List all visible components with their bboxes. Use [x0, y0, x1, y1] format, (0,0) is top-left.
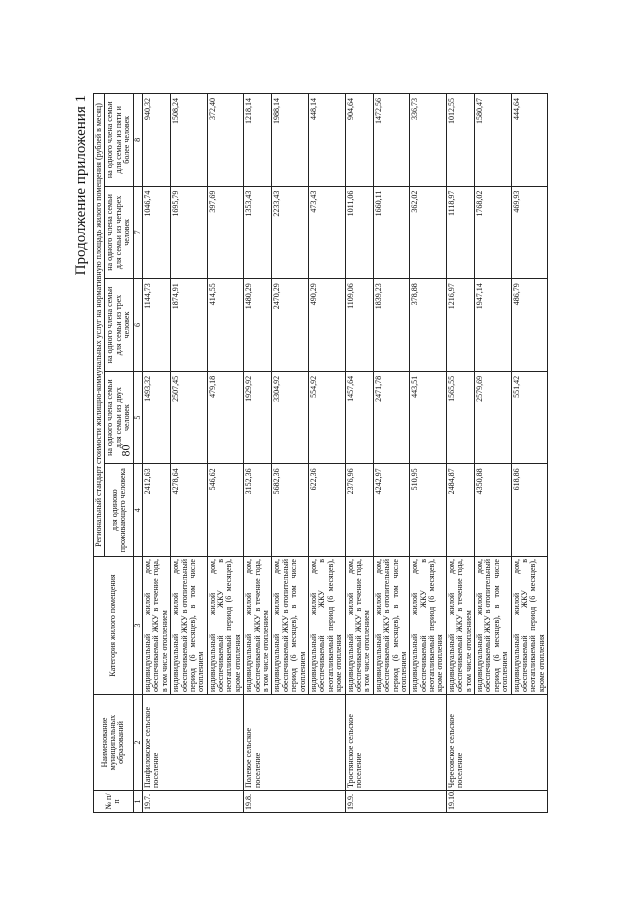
index-cell: 3: [133, 557, 142, 695]
municipality-name: Панфиловское сельское поселение: [142, 695, 243, 791]
value-cell: 1353,43: [244, 186, 272, 279]
index-cell: 1: [133, 791, 142, 813]
value-cell: 1695,79: [171, 186, 208, 279]
value-cell: 2470,29: [272, 279, 309, 372]
value-cell: 3152,36: [244, 464, 272, 557]
category-cell: индивидуальный жилой дом, обеспечиваемый ЖКУ в неотапливаемый период (6 месяцев), кроме отопления: [410, 557, 447, 695]
value-cell: 378,88: [410, 279, 447, 372]
value-cell: 2579,69: [475, 371, 512, 464]
table-body: [142, 94, 547, 813]
table-row: [446, 94, 474, 813]
index-cell: 5: [133, 371, 142, 464]
value-cell: 4242,97: [373, 464, 410, 557]
index-cell: 8: [133, 94, 142, 187]
value-cell: 372,40: [207, 94, 244, 187]
value-cell: 622,36: [308, 464, 345, 557]
category-cell: индивидуальный жилой дом, обеспечиваемый ЖКУ в течение года, в том числе отоплением: [446, 557, 474, 695]
value-cell: 1508,24: [171, 94, 208, 187]
value-cell: 554,92: [308, 371, 345, 464]
value-cell: 1472,56: [373, 94, 410, 187]
value-cell: 1046,74: [142, 186, 170, 279]
index-cell: 7: [133, 186, 142, 279]
value-cell: 1988,14: [272, 94, 309, 187]
category-cell: индивидуальный жилой дом, обеспечиваемый ЖКУ в течение года, в том числе отоплением: [244, 557, 272, 695]
value-cell: 5682,36: [272, 464, 309, 557]
value-cell: 4350,88: [475, 464, 512, 557]
row-number: 19.7.: [142, 791, 243, 813]
category-cell: индивидуальный жилой дом, обеспечиваемый ЖКУ в течение года, в том числе отоплением: [142, 557, 170, 695]
value-cell: 473,43: [308, 186, 345, 279]
subheader-3: на одного члена семьи для семьи из трех человек: [105, 279, 133, 372]
value-cell: 443,51: [410, 371, 447, 464]
value-cell: 2233,43: [272, 186, 309, 279]
category-cell: индивидуальный жилой дом, обеспечиваемый ЖКУ в отопительный период (6 месяцев), в том числе отоплением: [475, 557, 512, 695]
municipality-name: Чересовское сельское поселение: [446, 695, 547, 791]
value-cell: 1457,64: [345, 371, 373, 464]
value-cell: 336,73: [410, 94, 447, 187]
subheader-5: на одного члена семьи для семьи из пяти и более человек: [105, 94, 133, 187]
value-cell: 397,69: [207, 186, 244, 279]
appendix-title: Продолжение приложения 1: [73, 95, 89, 276]
category-cell: индивидуальный жилой дом, обеспечиваемый ЖКУ в неотапливаемый период (6 месяцев), кроме отопления: [511, 557, 548, 695]
index-row: [133, 94, 142, 813]
value-cell: 1580,47: [475, 94, 512, 187]
table-row: [244, 94, 272, 813]
value-cell: 2484,87: [446, 464, 474, 557]
header-category: Категория жилого помещения: [94, 557, 134, 695]
category-cell: индивидуальный жилой дом, обеспечиваемый ЖКУ в течение года, в том числе отоплением: [345, 557, 373, 695]
value-cell: 1480,29: [244, 279, 272, 372]
rotated-page-content: [75, 93, 565, 813]
category-cell: индивидуальный жилой дом, обеспечиваемый ЖКУ в отопительный период (6 месяцев), в том числе отоплением: [373, 557, 410, 695]
subheader-2: на одного члена семьи для семьи из двух человек: [105, 371, 133, 464]
category-cell: индивидуальный жилой дом, обеспечиваемый ЖКУ в отопительный период (6 месяцев), в том числе отоплением: [272, 557, 309, 695]
value-cell: 1012,55: [446, 94, 474, 187]
index-cell: 4: [133, 464, 142, 557]
value-cell: 1874,91: [171, 279, 208, 372]
page-number: 80: [118, 444, 133, 457]
standards-table: [93, 93, 548, 813]
value-cell: 1947,14: [475, 279, 512, 372]
index-cell: 6: [133, 279, 142, 372]
value-cell: 362,02: [410, 186, 447, 279]
value-cell: 2376,96: [345, 464, 373, 557]
value-cell: 1660,11: [373, 186, 410, 279]
value-cell: 1565,55: [446, 371, 474, 464]
category-cell: индивидуальный жилой дом, обеспечиваемый ЖКУ в неотапливаемый период (6 месяцев), кроме отопления: [308, 557, 345, 695]
value-cell: 444,64: [511, 94, 548, 187]
value-cell: 469,93: [511, 186, 548, 279]
category-cell: индивидуальный жилой дом, обеспечиваемый ЖКУ в неотапливаемый период (6 месяцев), кроме отопления: [207, 557, 244, 695]
value-cell: 1768,02: [475, 186, 512, 279]
category-cell: индивидуальный жилой дом, обеспечиваемый ЖКУ в отопительный период (6 месяцев), в том числе отоплением: [171, 557, 208, 695]
value-cell: 940,32: [142, 94, 170, 187]
subheader-4: на одного члена семьи для семьи из четырех человек: [105, 186, 133, 279]
value-cell: 1929,92: [244, 371, 272, 464]
value-cell: 546,62: [207, 464, 244, 557]
row-number: 19.8.: [244, 791, 345, 813]
value-cell: 551,42: [511, 371, 548, 464]
value-cell: 618,86: [511, 464, 548, 557]
value-cell: 1011,06: [345, 186, 373, 279]
value-cell: 1109,06: [345, 279, 373, 372]
row-number: 19.9.: [345, 791, 446, 813]
value-cell: 2471,78: [373, 371, 410, 464]
value-cell: 479,18: [207, 371, 244, 464]
value-cell: 448,14: [308, 94, 345, 187]
value-cell: 1144,73: [142, 279, 170, 372]
value-cell: 490,29: [308, 279, 345, 372]
value-cell: 4278,64: [171, 464, 208, 557]
municipality-name: Тростянское сельское поселение: [345, 695, 446, 791]
row-number: 19.10.: [446, 791, 547, 813]
header-name: Наименование муниципальных образований: [94, 695, 134, 791]
value-cell: 1839,23: [373, 279, 410, 372]
header-standard: Региональный стандарт стоимости жилищно-коммунальных услуг на нормативную площадь жилого помещения (рублей в месяц): [94, 94, 105, 557]
value-cell: 414,55: [207, 279, 244, 372]
municipality-name: Полевое сельское поселение: [244, 695, 345, 791]
value-cell: 1216,97: [446, 279, 474, 372]
value-cell: 1118,97: [446, 186, 474, 279]
index-cell: 2: [133, 695, 142, 791]
table-row: [345, 94, 373, 813]
value-cell: 3304,92: [272, 371, 309, 464]
header-num: № п/п: [94, 791, 134, 813]
value-cell: 2412,63: [142, 464, 170, 557]
value-cell: 904,64: [345, 94, 373, 187]
subheader-1: для одиноко проживающего человека: [105, 464, 133, 557]
value-cell: 510,95: [410, 464, 447, 557]
value-cell: 486,79: [511, 279, 548, 372]
table-row: [142, 94, 170, 813]
value-cell: 1493,32: [142, 371, 170, 464]
value-cell: 1218,14: [244, 94, 272, 187]
value-cell: 2507,45: [171, 371, 208, 464]
